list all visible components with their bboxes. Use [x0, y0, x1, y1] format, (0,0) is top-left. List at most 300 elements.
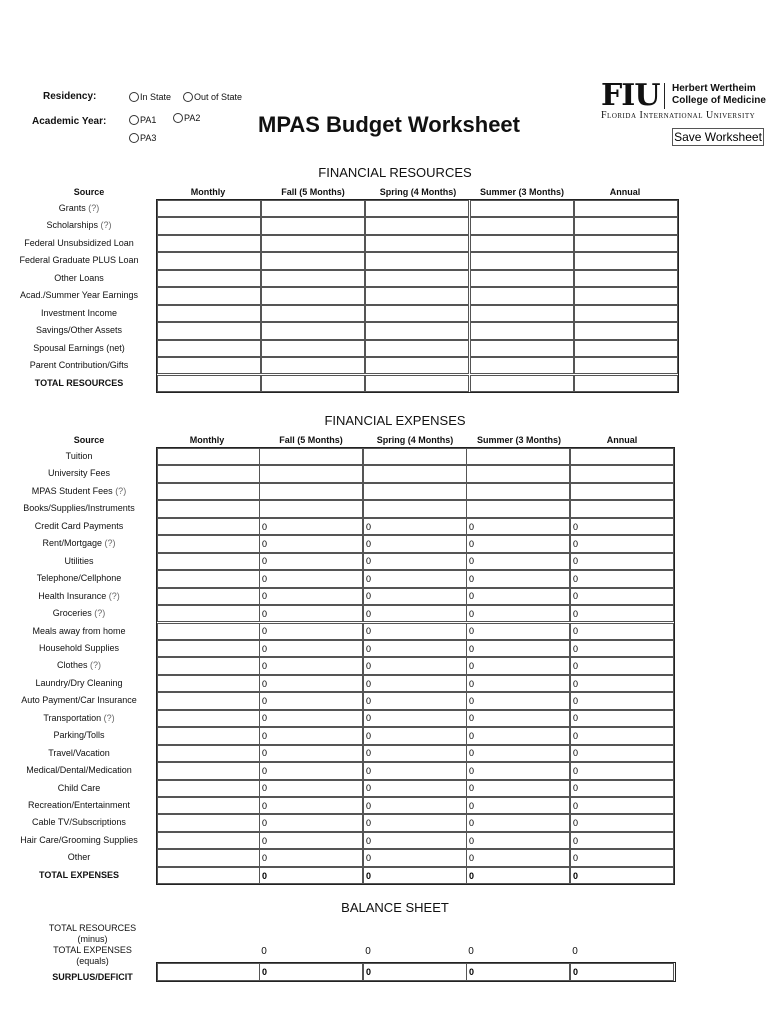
amount-input[interactable] [259, 849, 363, 866]
help-link[interactable]: (?) [103, 712, 115, 723]
amount-input[interactable] [157, 200, 261, 217]
amount-input[interactable] [466, 727, 570, 744]
residency-label: Residency: [43, 91, 97, 102]
amount-input[interactable] [470, 322, 574, 339]
amount-input[interactable] [570, 465, 674, 482]
row-label [0, 817, 158, 827]
row-label-text: Telephone/Cellphone [36, 573, 122, 584]
amount-input[interactable] [363, 448, 467, 465]
amount-input[interactable] [466, 553, 570, 570]
amount-input[interactable] [363, 867, 467, 884]
amount-input[interactable] [261, 235, 365, 252]
amount-input[interactable] [157, 832, 261, 849]
row-label-text: Household Supplies [38, 642, 120, 653]
row-label-text: University Fees [47, 468, 110, 479]
amount-input[interactable] [570, 640, 674, 657]
radio-label: PA2 [184, 113, 201, 123]
amount-input[interactable] [157, 322, 261, 339]
amount-input[interactable] [363, 553, 467, 570]
amount-input[interactable] [574, 270, 678, 287]
amount-input[interactable] [259, 867, 363, 884]
row-label [0, 486, 158, 496]
amount-input[interactable] [466, 465, 570, 482]
balance-label: (minus) [77, 934, 108, 944]
column-header: Spring (4 Months) [379, 187, 457, 197]
amount-input[interactable] [466, 710, 570, 727]
amount-input[interactable] [570, 483, 674, 500]
row-label-text: Child Care [57, 782, 101, 793]
row-label-text: Transportation [43, 712, 102, 723]
amount-input[interactable] [157, 814, 261, 831]
amount-input[interactable] [261, 375, 365, 392]
row-label-text: Parent Contribution/Gifts [29, 360, 129, 371]
amount-input[interactable] [365, 375, 469, 392]
amount-input[interactable] [470, 217, 574, 234]
row-label [0, 870, 158, 880]
amount-input[interactable] [259, 605, 363, 622]
row-label [0, 325, 158, 335]
help-link[interactable]: (?) [108, 590, 120, 601]
amount-input[interactable] [570, 867, 674, 884]
amount-input[interactable] [157, 727, 261, 744]
amount-input[interactable] [259, 780, 363, 797]
amount-input[interactable] [157, 357, 261, 374]
amount-input[interactable] [259, 692, 363, 709]
row-label-text: Acad./Summer Year Earnings [19, 290, 139, 301]
balance-title: BALANCE SHEET [341, 900, 449, 915]
amount-input[interactable] [259, 518, 363, 535]
amount-input[interactable] [363, 535, 467, 552]
row-label [0, 343, 158, 353]
amount-input[interactable] [157, 640, 261, 657]
row-label-text: Other [67, 852, 91, 863]
amount-input[interactable] [157, 235, 261, 252]
amount-input[interactable] [157, 570, 261, 587]
amount-input[interactable] [363, 832, 467, 849]
row-label [0, 238, 158, 248]
amount-input[interactable] [574, 287, 678, 304]
expenses-title: FINANCIAL EXPENSES [324, 413, 466, 428]
surplus-deficit-label: SURPLUS/DEFICIT [52, 972, 133, 982]
row-label-text: Federal Graduate PLUS Loan [19, 255, 139, 266]
row-label [0, 203, 158, 213]
amount-input[interactable] [466, 814, 570, 831]
amount-input[interactable] [157, 535, 261, 552]
surplus-input[interactable] [259, 963, 363, 981]
amount-input[interactable] [466, 483, 570, 500]
column-header: Annual [606, 435, 638, 445]
amount-input[interactable] [261, 217, 365, 234]
page-title: MPAS Budget Worksheet [258, 112, 520, 137]
amount-input[interactable] [570, 623, 674, 640]
amount-input[interactable] [470, 340, 574, 357]
amount-input[interactable] [259, 710, 363, 727]
column-header: Source [73, 435, 105, 445]
amount-input[interactable] [466, 535, 570, 552]
amount-input[interactable] [157, 745, 261, 762]
amount-input[interactable] [574, 305, 678, 322]
amount-input[interactable] [363, 710, 467, 727]
row-label-text: Health Insurance [38, 590, 107, 601]
amount-input[interactable] [365, 217, 469, 234]
amount-input[interactable] [363, 814, 467, 831]
row-label [0, 748, 158, 758]
help-link[interactable]: (?) [90, 660, 102, 671]
resources-title: FINANCIAL RESOURCES [318, 165, 472, 180]
amount-input[interactable] [466, 832, 570, 849]
amount-input[interactable] [470, 235, 574, 252]
amount-input[interactable] [261, 200, 365, 217]
radio-label: In State [140, 92, 172, 102]
radio-in-state[interactable] [129, 92, 171, 102]
amount-input[interactable] [570, 553, 674, 570]
amount-input[interactable] [574, 252, 678, 269]
amount-input[interactable] [157, 448, 261, 465]
amount-input[interactable] [365, 270, 469, 287]
amount-input[interactable] [259, 535, 363, 552]
row-label [0, 643, 158, 653]
row-label [0, 220, 158, 230]
amount-input[interactable] [466, 762, 570, 779]
amount-input[interactable] [261, 287, 365, 304]
amount-input[interactable] [466, 849, 570, 866]
logo-divider [664, 83, 665, 109]
amount-input[interactable] [470, 305, 574, 322]
amount-input[interactable] [466, 780, 570, 797]
amount-input[interactable] [157, 518, 261, 535]
amount-input[interactable] [466, 605, 570, 622]
amount-input[interactable] [466, 640, 570, 657]
amount-input[interactable] [363, 588, 467, 605]
row-label-text: Books/Supplies/Instruments [23, 503, 135, 514]
amount-input[interactable] [259, 483, 363, 500]
row-label-text: Laundry/Dry Cleaning [35, 677, 123, 688]
row-label [0, 255, 158, 265]
amount-input[interactable] [363, 570, 467, 587]
row-label [0, 468, 158, 478]
amount-input[interactable] [363, 640, 467, 657]
amount-input[interactable] [259, 814, 363, 831]
amount-input[interactable] [259, 448, 363, 465]
amount-input[interactable] [466, 797, 570, 814]
amount-input[interactable] [570, 727, 674, 744]
amount-input[interactable] [363, 849, 467, 866]
amount-input[interactable] [157, 252, 261, 269]
amount-input[interactable] [466, 657, 570, 674]
row-label [0, 503, 158, 513]
amount-input[interactable] [363, 465, 467, 482]
amount-input[interactable] [466, 570, 570, 587]
amount-input[interactable] [157, 465, 261, 482]
row-label-text: Credit Card Payments [34, 520, 124, 531]
amount-input[interactable] [574, 340, 678, 357]
logo-college-line1: Herbert Wertheim [672, 83, 756, 94]
amount-input[interactable] [470, 252, 574, 269]
row-label [0, 660, 158, 670]
amount-input[interactable] [157, 483, 261, 500]
radio-pa2[interactable] [173, 113, 200, 123]
amount-input[interactable] [365, 340, 469, 357]
amount-input[interactable] [157, 588, 261, 605]
amount-input[interactable] [157, 867, 261, 884]
row-label [0, 360, 158, 370]
amount-input[interactable] [157, 305, 261, 322]
amount-input[interactable] [363, 483, 467, 500]
amount-input[interactable] [259, 762, 363, 779]
balance-value: 0 [468, 946, 474, 957]
logo-college-line2: College of Medicine [672, 95, 766, 106]
row-label [0, 451, 158, 461]
amount-input[interactable] [259, 640, 363, 657]
amount-input[interactable] [570, 780, 674, 797]
amount-input[interactable] [363, 518, 467, 535]
amount-input[interactable] [466, 675, 570, 692]
balance-value: 0 [572, 946, 578, 957]
amount-input[interactable] [259, 797, 363, 814]
amount-input[interactable] [570, 849, 674, 866]
row-label-text: Auto Payment/Car Insurance [21, 695, 137, 706]
amount-input[interactable] [570, 745, 674, 762]
row-label-text: Spousal Earnings (net) [33, 342, 125, 353]
column-header: Spring (4 Months) [376, 435, 454, 445]
amount-input[interactable] [363, 797, 467, 814]
amount-input[interactable] [363, 500, 467, 517]
column-header: Summer (3 Months) [476, 435, 561, 445]
amount-input[interactable] [259, 500, 363, 517]
amount-input[interactable] [261, 322, 365, 339]
amount-input[interactable] [363, 657, 467, 674]
help-link[interactable]: (?) [115, 485, 127, 496]
amount-input[interactable] [157, 797, 261, 814]
column-header: Source [73, 187, 105, 197]
balance-label: TOTAL RESOURCES [48, 923, 137, 933]
column-header: Monthly [189, 435, 225, 445]
amount-input[interactable] [574, 375, 678, 392]
row-label [0, 573, 158, 583]
amount-input[interactable] [157, 375, 261, 392]
amount-input[interactable] [574, 322, 678, 339]
row-label-text: Meals away from home [32, 625, 126, 636]
column-header: Annual [609, 187, 641, 197]
amount-input[interactable] [157, 340, 261, 357]
amount-input[interactable] [466, 745, 570, 762]
amount-input[interactable] [570, 518, 674, 535]
amount-input[interactable] [470, 287, 574, 304]
amount-input[interactable] [363, 727, 467, 744]
amount-input[interactable] [259, 570, 363, 587]
row-label [0, 800, 158, 810]
amount-input[interactable] [570, 500, 674, 517]
amount-input[interactable] [574, 217, 678, 234]
surplus-input[interactable] [157, 963, 261, 981]
amount-input[interactable] [157, 657, 261, 674]
help-link[interactable]: (?) [100, 220, 112, 231]
amount-input[interactable] [570, 570, 674, 587]
amount-input[interactable] [365, 357, 469, 374]
amount-input[interactable] [157, 849, 261, 866]
amount-input[interactable] [157, 710, 261, 727]
row-label [0, 538, 158, 548]
amount-input[interactable] [363, 605, 467, 622]
amount-input[interactable] [470, 270, 574, 287]
amount-input[interactable] [259, 588, 363, 605]
amount-input[interactable] [466, 692, 570, 709]
row-label [0, 591, 158, 601]
amount-input[interactable] [261, 357, 365, 374]
amount-input[interactable] [259, 465, 363, 482]
amount-input[interactable] [261, 305, 365, 322]
amount-input[interactable] [570, 762, 674, 779]
column-header: Fall (5 Months) [281, 187, 345, 197]
amount-input[interactable] [157, 270, 261, 287]
row-label-text: Savings/Other Assets [35, 325, 123, 336]
amount-input[interactable] [570, 710, 674, 727]
balance-value: 0 [365, 946, 371, 957]
amount-input[interactable] [570, 657, 674, 674]
amount-input[interactable] [363, 745, 467, 762]
row-label [0, 556, 158, 566]
help-link[interactable]: (?) [94, 608, 106, 619]
amount-input[interactable] [466, 623, 570, 640]
fiu-logo-mark: FIU [601, 78, 660, 113]
amount-input[interactable] [466, 518, 570, 535]
amount-input[interactable] [259, 727, 363, 744]
amount-input[interactable] [574, 200, 678, 217]
amount-input[interactable] [259, 657, 363, 674]
amount-input[interactable] [570, 675, 674, 692]
amount-input[interactable] [363, 623, 467, 640]
amount-input[interactable] [470, 200, 574, 217]
radio-pa1[interactable] [129, 115, 156, 125]
row-label-text: MPAS Student Fees [31, 485, 113, 496]
surplus-input[interactable] [466, 963, 570, 981]
save-worksheet-button[interactable]: Save Worksheet [672, 128, 764, 146]
amount-input[interactable] [259, 553, 363, 570]
row-label [0, 290, 158, 300]
amount-input[interactable] [365, 235, 469, 252]
amount-input[interactable] [261, 270, 365, 287]
amount-input[interactable] [466, 588, 570, 605]
fiu-logo [601, 80, 767, 122]
amount-input[interactable] [570, 588, 674, 605]
amount-input[interactable] [574, 235, 678, 252]
amount-input[interactable] [570, 535, 674, 552]
radio-label: PA1 [140, 115, 157, 125]
row-label-text: Hair Care/Grooming Supplies [20, 834, 138, 845]
amount-input[interactable] [363, 692, 467, 709]
amount-input[interactable] [157, 217, 261, 234]
row-label-text: Scholarships [46, 220, 98, 231]
amount-input[interactable] [570, 797, 674, 814]
row-label-text: Rent/Mortgage [42, 538, 103, 549]
amount-input[interactable] [157, 623, 261, 640]
row-label [0, 308, 158, 318]
surplus-input[interactable] [363, 963, 467, 981]
amount-input[interactable] [363, 780, 467, 797]
amount-input[interactable] [261, 340, 365, 357]
row-label-text: Groceries [52, 608, 92, 619]
radio-out-of-state[interactable] [183, 92, 242, 102]
amount-input[interactable] [470, 375, 574, 392]
amount-input[interactable] [365, 322, 469, 339]
row-label [0, 765, 158, 775]
row-label-text: Tuition [65, 451, 93, 461]
surplus-input[interactable] [570, 963, 674, 981]
amount-input[interactable] [570, 814, 674, 831]
row-label [0, 678, 158, 688]
row-label-text: Federal Unsubsidized Loan [24, 237, 134, 248]
amount-input[interactable] [570, 448, 674, 465]
row-label-text: Travel/Vacation [48, 747, 110, 758]
amount-input[interactable] [259, 675, 363, 692]
amount-input[interactable] [466, 500, 570, 517]
radio-circle-icon [129, 92, 139, 102]
radio-label: Out of State [194, 92, 243, 102]
row-label [0, 783, 158, 793]
amount-input[interactable] [574, 357, 678, 374]
amount-input[interactable] [365, 252, 469, 269]
radio-circle-icon [129, 115, 139, 125]
amount-input[interactable] [466, 867, 570, 884]
row-label-text: Medical/Dental/Medication [26, 765, 132, 776]
row-label-text: Grants [58, 203, 86, 213]
amount-input[interactable] [570, 605, 674, 622]
amount-input[interactable] [363, 675, 467, 692]
amount-input[interactable] [365, 305, 469, 322]
row-label [0, 835, 158, 845]
amount-input[interactable] [157, 675, 261, 692]
academic-year-label: Academic Year: [32, 116, 107, 127]
logo-university: Florida International University [601, 110, 756, 121]
radio-label: PA3 [140, 133, 157, 143]
amount-input[interactable] [365, 200, 469, 217]
amount-input[interactable] [259, 745, 363, 762]
amount-input[interactable] [259, 623, 363, 640]
row-label [0, 713, 158, 723]
balance-label: TOTAL EXPENSES [53, 945, 132, 955]
column-header: Fall (5 Months) [279, 435, 343, 445]
amount-input[interactable] [157, 553, 261, 570]
help-link[interactable]: (?) [88, 203, 100, 213]
amount-input[interactable] [157, 605, 261, 622]
column-header: Monthly [190, 187, 226, 197]
row-label [0, 852, 158, 862]
amount-input[interactable] [365, 287, 469, 304]
row-label [0, 378, 158, 388]
amount-input[interactable] [363, 762, 467, 779]
amount-input[interactable] [570, 692, 674, 709]
amount-input[interactable] [157, 762, 261, 779]
radio-circle-icon [173, 113, 183, 123]
row-label [0, 608, 158, 618]
row-label-text: TOTAL EXPENSES [38, 869, 120, 880]
amount-input[interactable] [157, 287, 261, 304]
amount-input[interactable] [157, 692, 261, 709]
amount-input[interactable] [157, 780, 261, 797]
amount-input[interactable] [570, 832, 674, 849]
row-label-text: Recreation/Entertainment [27, 800, 131, 810]
radio-pa3[interactable] [129, 133, 156, 143]
balance-label: (equals) [76, 956, 109, 966]
row-label-text: TOTAL RESOURCES [34, 377, 124, 388]
help-link[interactable]: (?) [104, 538, 116, 549]
amount-input[interactable] [259, 832, 363, 849]
amount-input[interactable] [466, 448, 570, 465]
radio-circle-icon [129, 133, 139, 143]
amount-input[interactable] [157, 500, 261, 517]
amount-input[interactable] [261, 252, 365, 269]
amount-input[interactable] [470, 357, 574, 374]
